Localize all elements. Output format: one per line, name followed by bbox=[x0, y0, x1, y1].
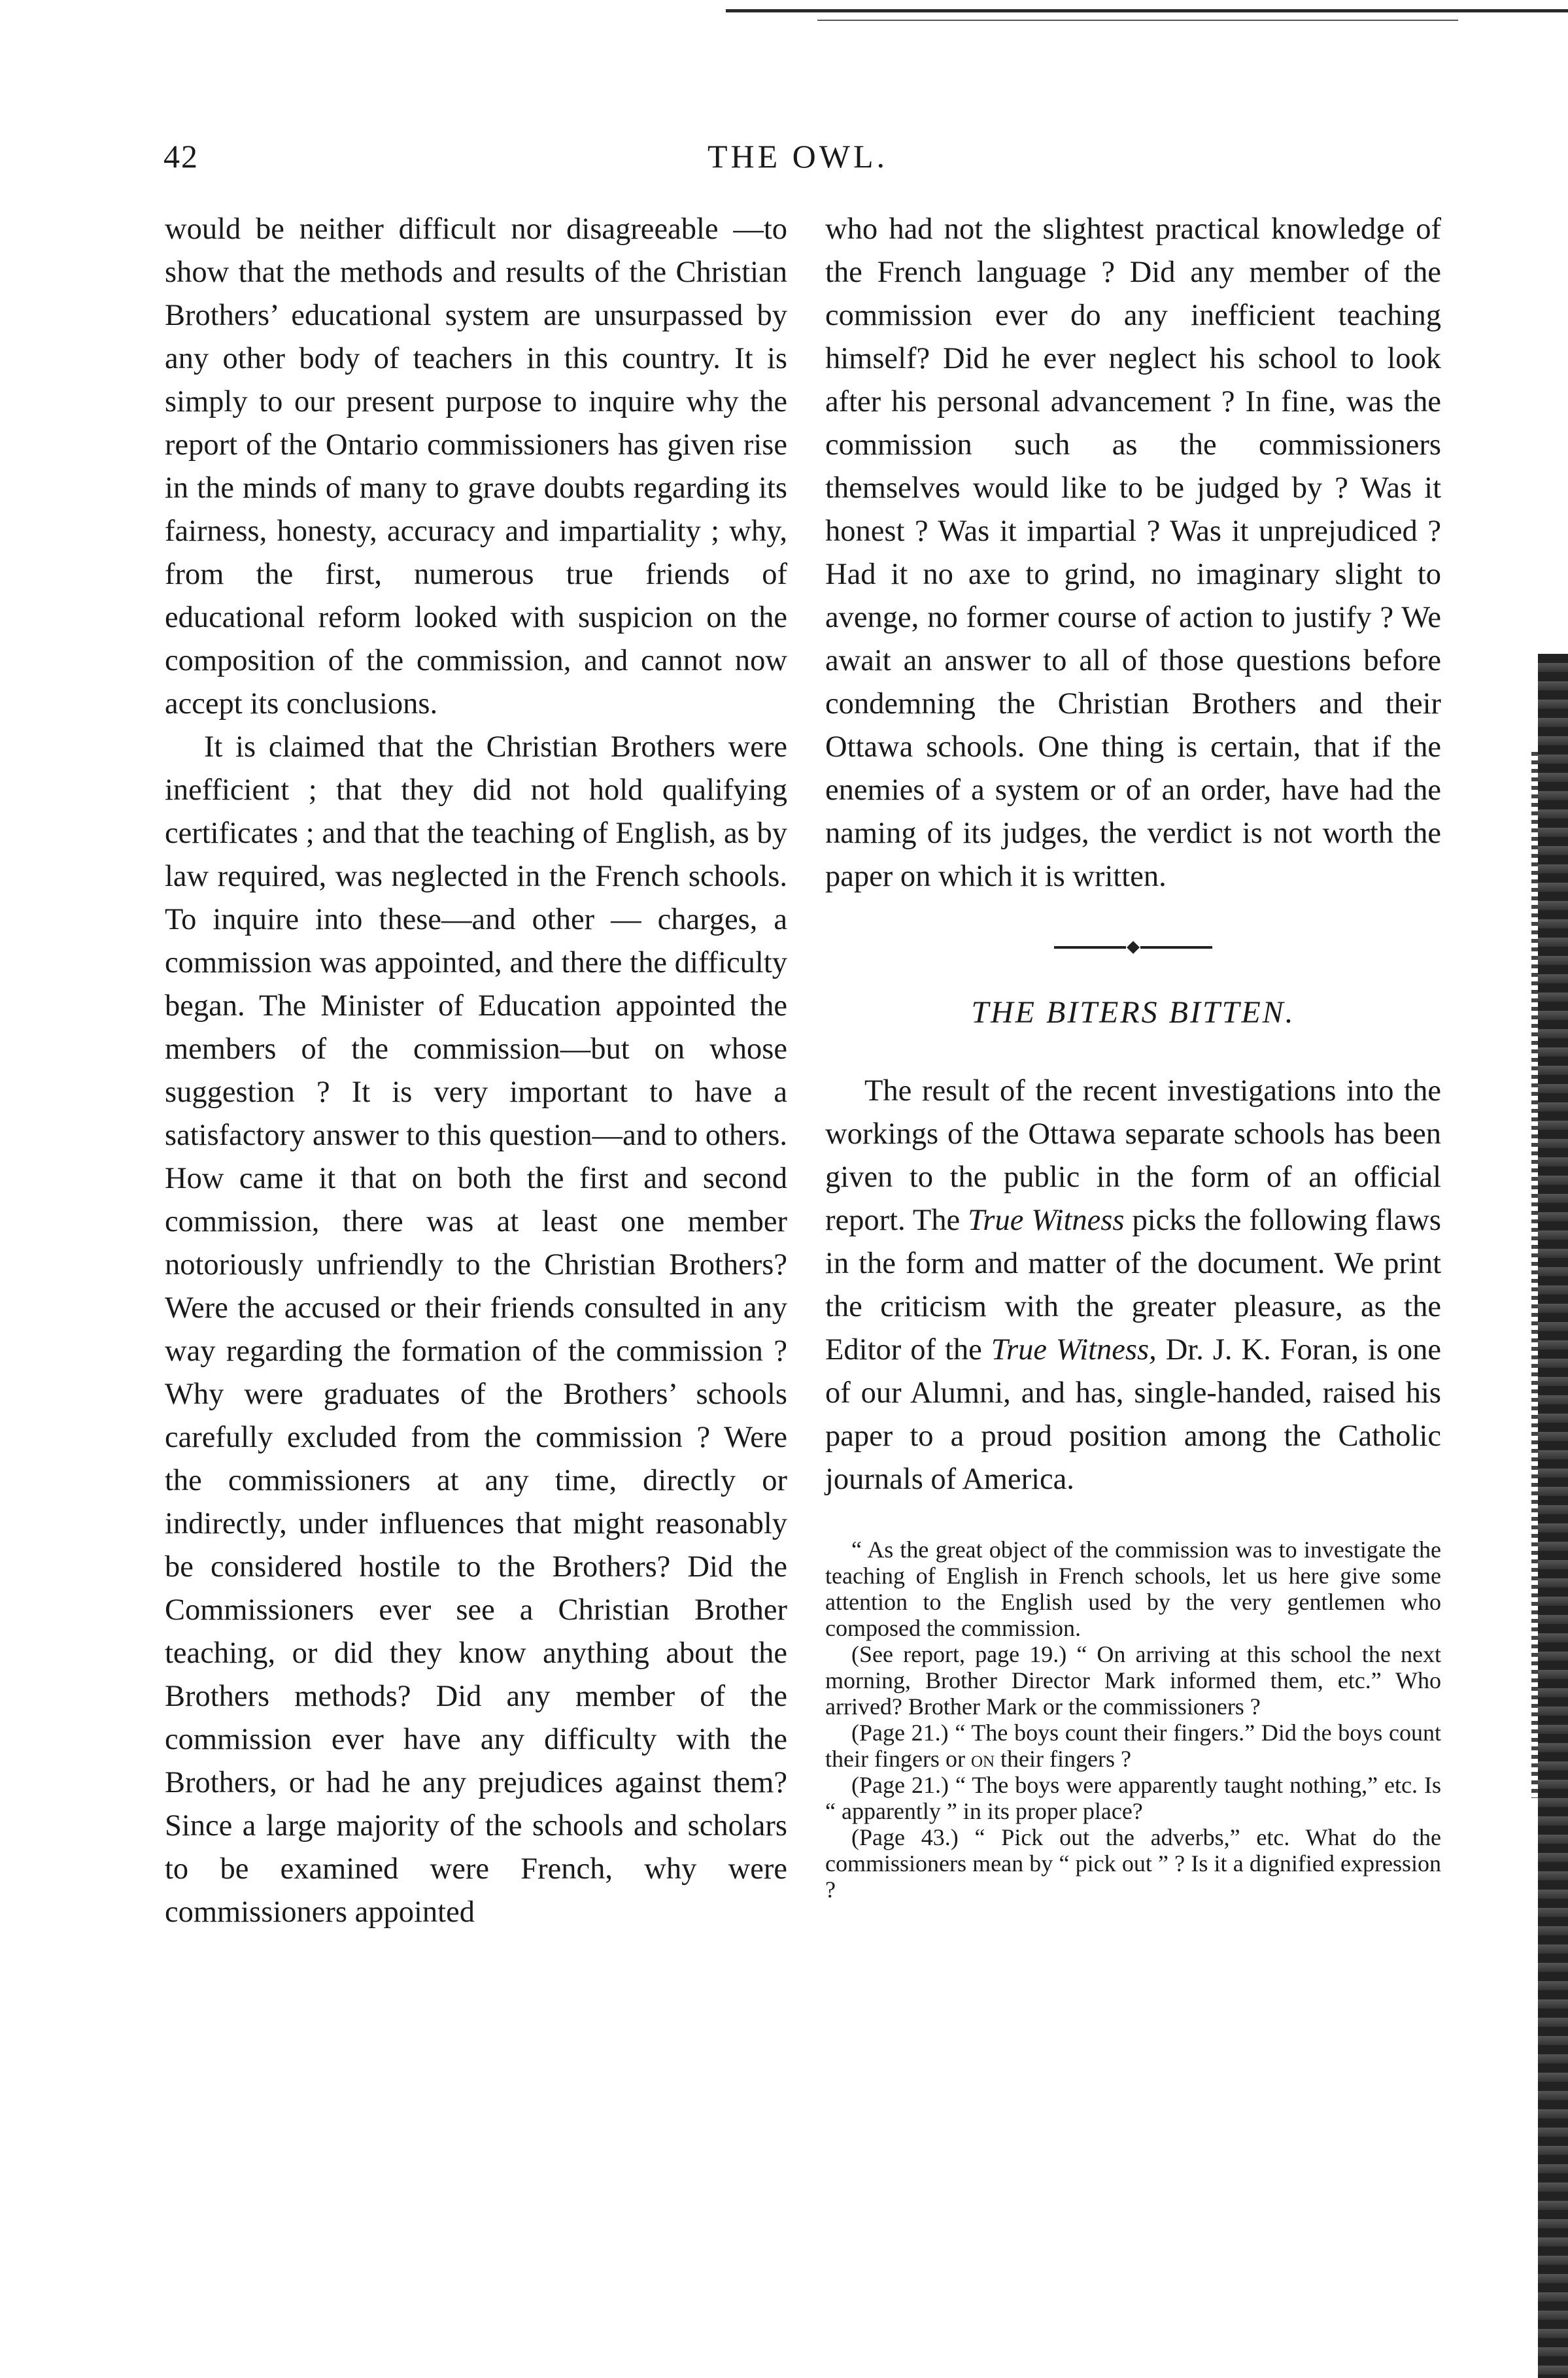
quoted-criticism bbox=[825, 1537, 1441, 1903]
article-title: THE BITERS BITTEN. bbox=[971, 995, 1295, 1030]
article-text-b: picks the following flaws in the form and matter of the document. We print the criticism with the greater pleasure, as the Editor of the bbox=[825, 1204, 1441, 1367]
article-paragraph bbox=[825, 1070, 1441, 1501]
quote-paragraph-2: (See report, page 19.) “ On arriving at this school the next morning, Brother Director Mark informed them, etc.” Who arrived? Brother Mark or the commissioners ? bbox=[825, 1641, 1441, 1720]
scanned-page-edge bbox=[1538, 654, 1568, 2378]
page-header bbox=[163, 137, 1432, 190]
publication-name-1: True Witness bbox=[968, 1204, 1125, 1237]
quote-paragraph-1: “ As the great object of the commission was to investigate the teaching of English in French schools, let us here give some attention to the English used by the very gentlemen who composed the commission. bbox=[825, 1537, 1441, 1641]
divider-bar-right bbox=[1140, 946, 1212, 949]
divider-bar-left bbox=[1054, 946, 1126, 949]
top-edge-rule-thin bbox=[817, 20, 1458, 21]
right-column bbox=[825, 208, 1441, 1903]
left-column bbox=[165, 208, 787, 1934]
left-paragraph-continued: would be neither difficult nor disagreeable —to show that the methods and results of the Christian Brothers’ educational system are unsurpassed by any other body of teachers in this country. It is simply to our present purpose to inquire why the report of the Ontario commissioners has given rise in the minds of many to grave doubts regarding its fairness, honesty, accuracy and impartiality ; why, from the first, numerous true friends of educational reform looked with suspicion on the composition of the commission, and cannot now accept its conclusions. bbox=[165, 212, 787, 721]
divider-diamond bbox=[1127, 941, 1140, 954]
running-head: THE OWL. bbox=[707, 138, 889, 175]
quote-paragraph-5: (Page 43.) “ Pick out the adverbs,” etc. What do the commissioners mean by “ pick out ” ? Is it a dignified expression ? bbox=[825, 1824, 1441, 1903]
quote-paragraph-3 bbox=[825, 1720, 1441, 1772]
top-edge-rule bbox=[726, 9, 1568, 12]
article-text-a: The result of the recent investigations into the workings of the Ottawa separate schools has been given to the public in the form of an official report. The bbox=[825, 1074, 1441, 1237]
quote-paragraph-4: (Page 21.) “ The boys were apparently taught nothing,” etc. Is “ apparently ” in its proper place? bbox=[825, 1772, 1441, 1824]
scanned-page-edge-speckle bbox=[1531, 752, 1538, 1798]
right-paragraph-continued: who had not the slightest practical knowledge of the French language ? Did any member of the commission ever do any inefficient teaching himself? Did he ever neglect his school to look after his personal advancement ? In fine, was the commission such as the commissioners themselves would like to be judged by ? Was it honest ? Was it impartial ? Was it unprejudiced ? Had it no axe to grind, no imaginary slight to avenge, no former course of action to justify ? We await an answer to all of those questions before condemning the Christian Brothers and their Ottawa schools. One thing is certain, that if the enemies of a system or of an order, have had the naming of its judges, the verdict is not worth the paper on which it is written. bbox=[825, 212, 1441, 893]
quote-3-text-b: their fingers ? bbox=[995, 1746, 1131, 1772]
publication-name-2: True Witness, bbox=[991, 1333, 1157, 1367]
quote-3-text-a: (Page 21.) “ The boys count their fingers.” Did the boys count their fingers or bbox=[825, 1720, 1441, 1772]
page-number: 42 bbox=[163, 138, 199, 175]
quote-3-on: on bbox=[970, 1746, 995, 1772]
left-paragraph-2: It is claimed that the Christian Brothers were inefficient ; that they did not hold qualifying certificates ; and that the teaching of English, as by law required, was neglected in the French schools. To inquire into these—and other — charges, a commission was appointed, and there the difficulty began. The Minister of Education appointed the members of the commission—but on whose suggestion ? It is very important to have a satisfactory answer to this question—and to others. How came it that on both the first and second commission, there was at least one member notoriously unfriendly to the Christian Brothers? Were the accused or their friends consulted in any way regarding the formation of the commission ? Why were graduates of the Brothers’ schools carefully excluded from the commission ? Were the commissioners at any time, directly or indirectly, under influences that might reasonably be considered hostile to the Brothers? Did the Commissioners ever see a Christian Brother teaching, or did they know anything about the Brothers methods? Did any member of the commission ever have any difficulty with the Brothers, or had he any prejudices against them? Since a large majority of the schools and scholars to be examined were French, why were commissioners appointed bbox=[165, 730, 787, 1929]
article-text-c: Dr. J. K. Foran, is one of our Alumni, and has, single-handed, raised his paper to a proud position among the Catholic journals of America. bbox=[825, 1333, 1441, 1496]
section-divider bbox=[825, 938, 1441, 957]
